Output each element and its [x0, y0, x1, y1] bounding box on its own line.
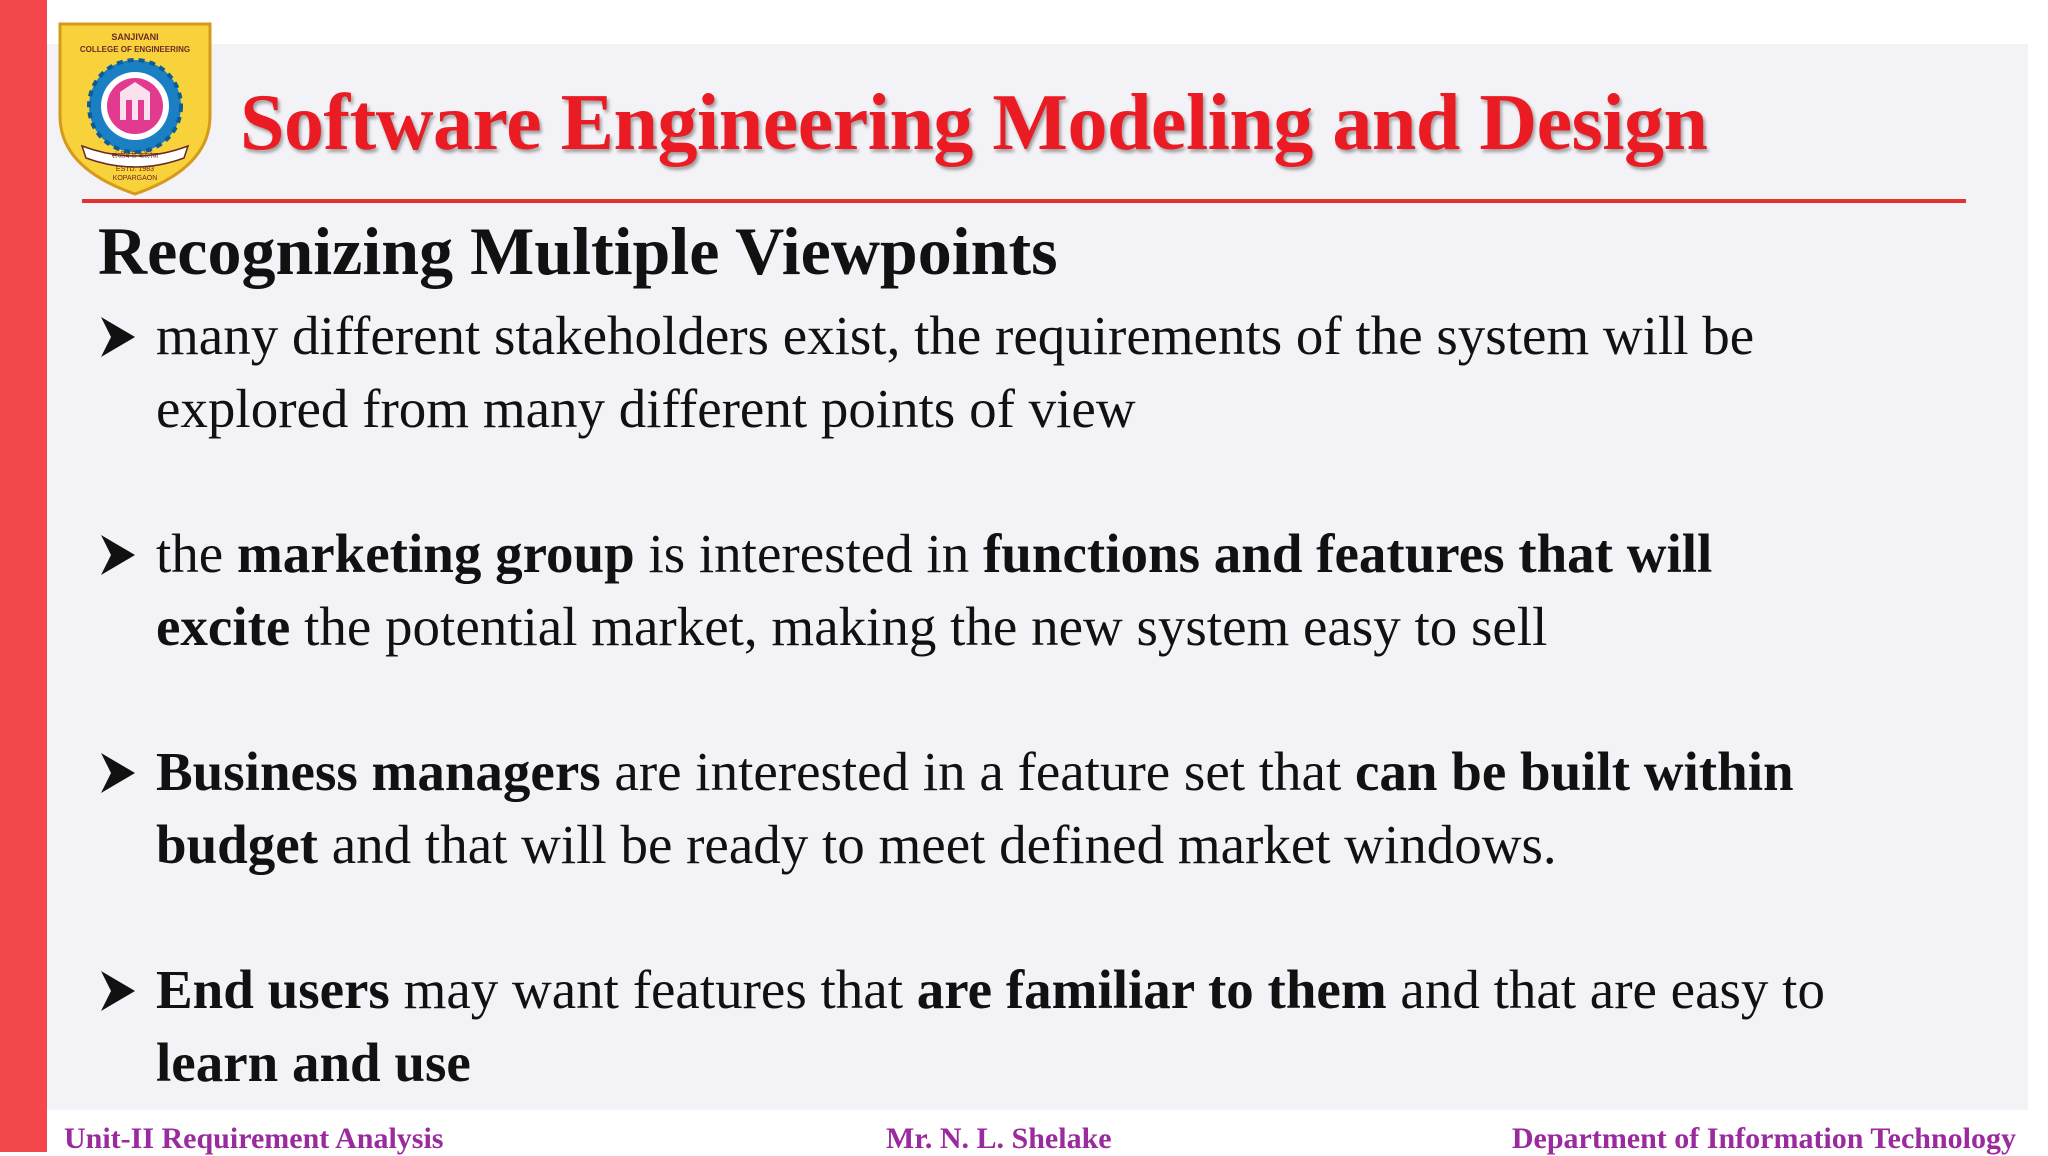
- body-text: is interested in: [634, 523, 983, 584]
- bullet-text-line: [156, 809, 2048, 881]
- emphasis-text: excite: [156, 596, 291, 657]
- arrow-bullet-icon: [98, 530, 138, 580]
- arrow-bullet-icon: [98, 748, 138, 798]
- emphasis-text: are familiar to them: [916, 959, 1387, 1020]
- svg-text:COLLEGE OF ENGINEERING: COLLEGE OF ENGINEERING: [79, 45, 191, 54]
- arrow-bullet-icon: [98, 312, 138, 362]
- college-emblem-logo: [54, 18, 216, 198]
- emphasis-text: End users: [156, 959, 390, 1020]
- emphasis-text: functions and features that will: [982, 523, 1713, 584]
- svg-text:KOPARGAON: KOPARGAON: [112, 175, 158, 182]
- bullet-text-line: [156, 1027, 2048, 1099]
- emphasis-text: learn and use: [156, 1032, 471, 1093]
- slide-title: Software Engineering Modeling and Design: [240, 79, 1708, 167]
- left-accent-bar: [0, 0, 47, 1152]
- svg-text:SANJIVANI: SANJIVANI: [111, 32, 159, 42]
- footer-department: Department of Information Technology: [1511, 1122, 2016, 1155]
- emphasis-text: Business managers: [156, 741, 601, 802]
- body-text: and that will be ready to meet defined market windows.: [318, 814, 1557, 875]
- emphasis-text: budget: [156, 814, 318, 875]
- body-text: many different stakeholders exist, the requirements of the system will be: [156, 305, 1755, 366]
- body-text: are interested in a feature set that: [600, 741, 1355, 802]
- bullet-text-line: [156, 591, 2048, 663]
- body-text: and that are easy to: [1386, 959, 1825, 1020]
- bullet-text-line: [156, 518, 2048, 590]
- body-text: may want features that: [389, 959, 917, 1020]
- footer-unit: Unit-II Requirement Analysis: [64, 1122, 444, 1155]
- bullet-text-line: [156, 954, 2048, 1026]
- bullet-text-line: [156, 736, 2048, 808]
- bullet-text-line: [156, 300, 2048, 372]
- bullet-text-line: [156, 373, 2048, 445]
- emphasis-text: can be built within: [1355, 741, 1794, 802]
- arrow-bullet-icon: [98, 966, 138, 1016]
- svg-text:संजीवनी कॉलेज: संजीवनी कॉलेज: [111, 151, 159, 160]
- body-text: the potential market, making the new system easy to sell: [290, 596, 1548, 657]
- body-text: explored from many different points of view: [156, 378, 1136, 439]
- section-heading: Recognizing Multiple Viewpoints: [98, 213, 1058, 289]
- emphasis-text: marketing group: [236, 523, 635, 584]
- title-divider: [82, 199, 1966, 203]
- svg-text:ESTD. 1983: ESTD. 1983: [115, 166, 155, 173]
- footer-author: Mr. N. L. Shelake: [886, 1122, 1112, 1155]
- body-text: the: [156, 523, 237, 584]
